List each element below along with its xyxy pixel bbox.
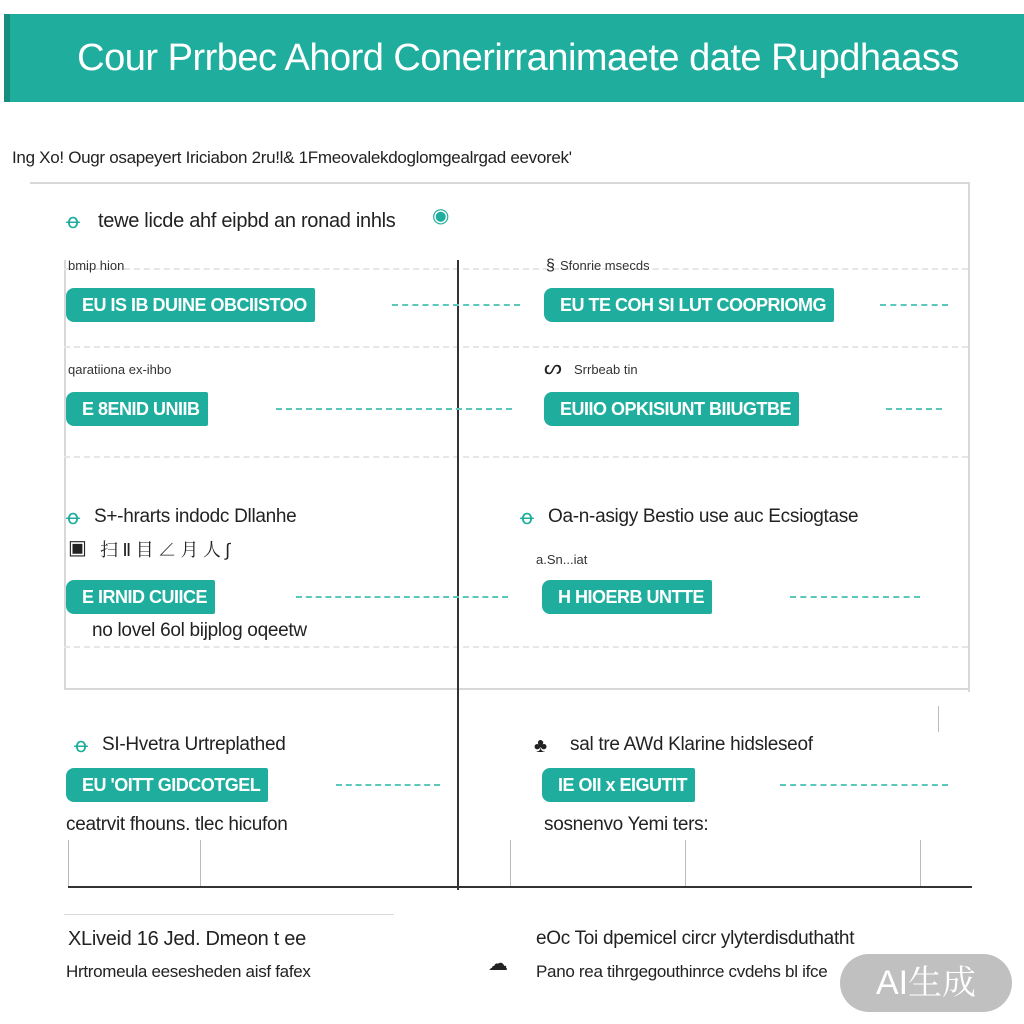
right-pill-text: EUIIO OPKISIUNT BIIUGTBE (560, 399, 792, 419)
connector-dash (336, 784, 440, 786)
left-block-label: SI-Hvetra Urtreplathed (102, 734, 286, 755)
left-pill (66, 288, 315, 322)
left-pill-text: E IRNID CUIICE (82, 587, 208, 607)
connector-dash (780, 784, 948, 786)
axis-tick (68, 840, 69, 886)
axis-tick (685, 840, 686, 886)
axis-tick (920, 840, 921, 886)
right-pill (542, 768, 695, 802)
left-header: tewe licde ahf eipbd an ronad inhls (98, 210, 396, 232)
right-block-label: Sfonrie msecds (560, 258, 650, 273)
page-title: Cour Prrbec Ahord Conerirranimaete date Rupdhaass (77, 37, 959, 79)
right-block-label: Srrbeab tin (574, 362, 638, 377)
badge-icon: ◉ (432, 205, 450, 227)
sprout-icon: ♣ (534, 735, 548, 757)
leaf-icon: ꝋ (520, 507, 535, 529)
left-block-note: no lovel 6ol bijplog oqeetw (92, 620, 307, 641)
axis-tick (938, 706, 939, 732)
right-footer-line1: eOc Toi dpemicel circr ylyterdisduthatht (536, 928, 855, 949)
swirl-icon: § (546, 257, 555, 274)
frame-right-line (968, 182, 970, 692)
right-block-note: sosnenvo Yemi ters: (544, 814, 709, 835)
connector-dash (276, 408, 512, 410)
left-pill-text: EU IS IB DUINE OBCIISTOO (82, 295, 307, 315)
left-pill (66, 580, 215, 614)
left-block-label: S+-hrarts indodc Dllanhe (94, 506, 297, 527)
connector-dash (392, 304, 520, 306)
bottom-axis (68, 886, 972, 888)
connector-dash (886, 408, 942, 410)
leaf-icon: ꝋ (66, 211, 81, 233)
left-pill (66, 392, 208, 426)
right-pill (544, 392, 799, 426)
axis-tick (200, 840, 201, 886)
center-divider (457, 260, 459, 890)
grid-line (64, 456, 968, 458)
left-pill-text: EU 'OITT GIDCOTGEL (82, 775, 261, 795)
grid-line (64, 346, 968, 348)
swirl-icon: ᔕ (544, 357, 562, 379)
frame-mid-line (64, 688, 970, 690)
left-pill-text: E 8ENID UNIIB (82, 399, 200, 419)
leaf-icon: ꝋ (66, 507, 81, 529)
grid-line (64, 268, 968, 270)
leaf-icon: ꝋ (74, 735, 89, 757)
right-block-sublabel: a.Sn...iat (536, 552, 588, 567)
right-footer-line2: Pano rea tihrgegouthinrce cvdehs bl ifce (536, 962, 828, 981)
cloud-icon: ☁ (488, 953, 508, 975)
axis-tick (510, 840, 511, 886)
left-footer-line2: Hrtromeula eesesheden aisf fafex (66, 962, 311, 981)
frame-top-line (30, 182, 970, 184)
calendar-icon: ▣ (68, 537, 87, 559)
grid-line (64, 646, 968, 648)
page-subtitle: Ing Xo! Ougr osapeyert Iriciabon 2ru!l& 1Fmeovalekdoglomgealrgad eevorek' (12, 148, 572, 167)
right-pill-text: H HIOERB UNTTE (558, 587, 704, 607)
left-block-label: qaratiiona ex-ihbo (68, 362, 172, 377)
right-block-label: Oa-n-asigy Bestio use auc Ecsiogtase (548, 506, 859, 527)
ai-generated-watermark: AI生成 (840, 954, 1012, 1012)
left-footer-line1: XLiveid 16 Jed. Dmeon t ee (68, 928, 306, 950)
right-block-label: sal tre AWd Klarine hidsleseof (570, 734, 813, 755)
left-block-label: bmip hion (68, 258, 125, 273)
right-pill (544, 288, 834, 322)
right-pill-text: IE OII x EIGUTIT (558, 775, 688, 795)
connector-dash (296, 596, 508, 598)
connector-dash (880, 304, 948, 306)
footer-left-box (64, 914, 394, 915)
right-pill (542, 580, 712, 614)
left-block-note: ceatrvit fhouns. tlec hicufon (66, 814, 288, 835)
right-pill-text: EU TE COH SI LUT COOPRIOMG (560, 295, 827, 315)
left-pill (66, 768, 268, 802)
title-banner (4, 14, 1024, 102)
left-block-sublabel: 扫 Ⅱ 目 ∠ 月 人 ∫ (100, 540, 230, 560)
frame-left-line (64, 260, 66, 690)
connector-dash (790, 596, 920, 598)
